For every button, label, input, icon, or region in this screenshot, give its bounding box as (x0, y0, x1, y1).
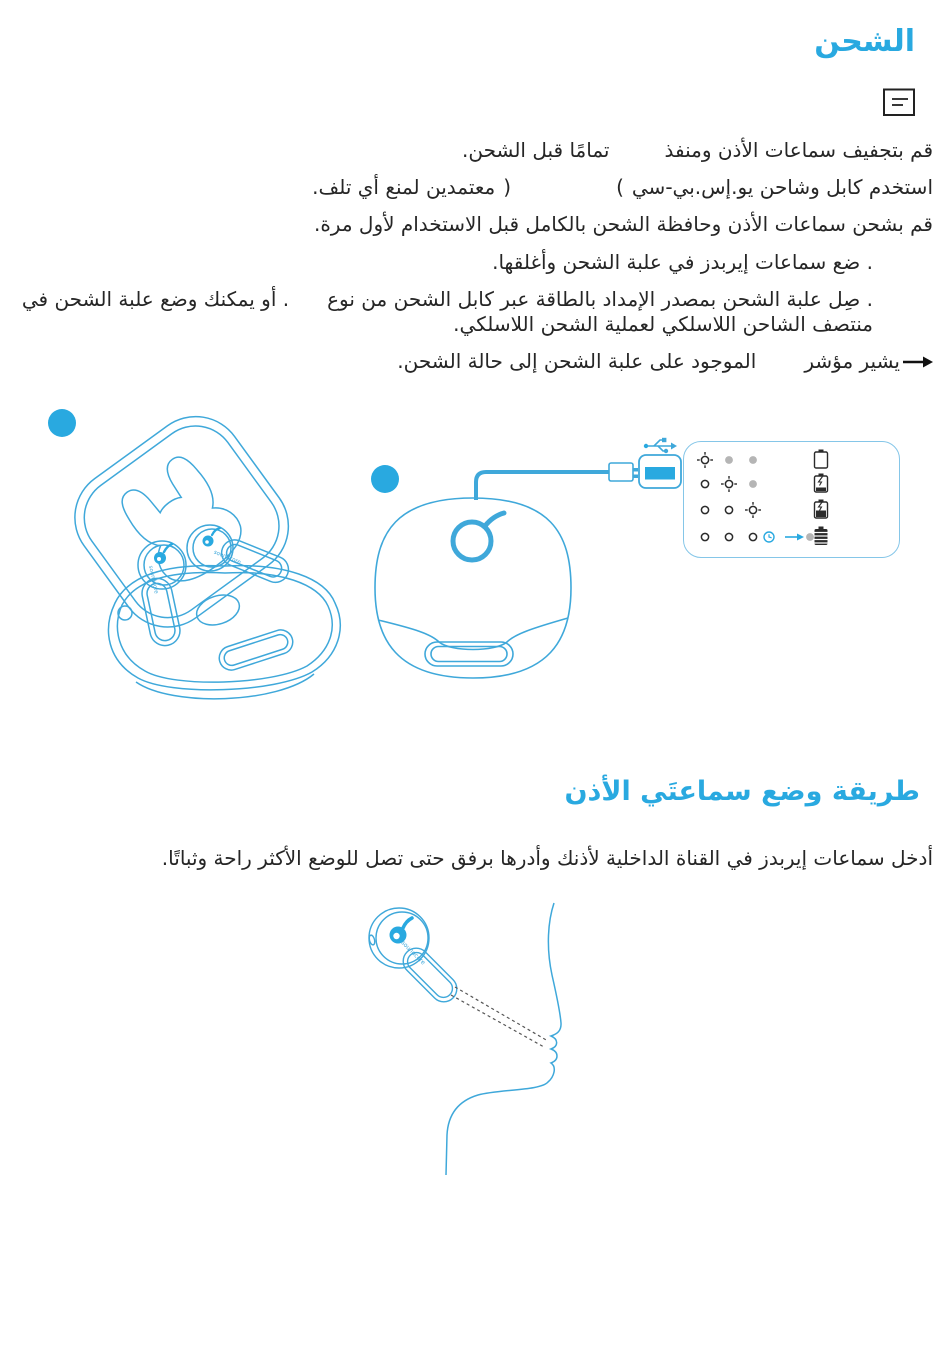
step-2-text-a: . صِل علبة الشحن بمصدر الإمداد بالطاقة عبر كابل الشحن من نوع (327, 287, 873, 311)
p1-text-a: قم بتجفيف سماعات الأذن ومنفذ (664, 138, 933, 162)
paragraph-line-1 (462, 137, 933, 163)
p2-text-b: معتمدين لمنع أي تلف. (312, 175, 496, 199)
led-status-chart (685, 442, 899, 556)
earbud-brand-label: soundcore (212, 549, 242, 566)
step-1-text: . ضع سماعات إيربدز في علبة الشحن وأغلقها. (492, 250, 873, 274)
usb-icon (644, 438, 677, 453)
missing-word-gap (756, 367, 804, 368)
wearing-illustration (330, 895, 580, 1180)
led-note-text-a: يشير مؤشر (804, 349, 900, 373)
led-note-text-b: الموجود على علبة الشحن إلى حالة الشحن. (397, 349, 757, 373)
paragraph-line-2 (312, 174, 933, 200)
usb-cable (476, 472, 609, 500)
step-2-text-c: منتصف الشاحن اللاسلكي لعملية الشحن اللاسلكي. (453, 312, 873, 336)
wearing-instruction (162, 845, 933, 871)
p2-text-a: استخدم كابل وشاحن يو.إس.بي-سي (631, 175, 933, 199)
earbud-brand-label: soundcore (399, 939, 427, 967)
earbud-brand-label: soundcore (147, 565, 159, 595)
space (624, 193, 632, 194)
charging-case-illustration (365, 428, 685, 688)
paragraph-line-3 (314, 211, 933, 237)
page-title: الشحن (814, 24, 915, 59)
missing-word-gap (511, 193, 616, 194)
wearing-section-title: طريقة وضع سماعتَي الأذن (564, 776, 920, 807)
arrow-right-icon (903, 355, 933, 369)
p1-text-b: تمامًا قبل الشحن. (462, 138, 610, 162)
step-2 (22, 286, 873, 312)
missing-word-gap (609, 156, 664, 157)
step-2-text-b: . أو يمكنك وضع علبة الشحن في (21, 287, 290, 311)
wearing-instruction-text: أدخل سماعات إيربدز في القناة الداخلية لأذنك وأدرها برفق حتى تصل للوضع الأكثر راحة وثباتًا. (161, 846, 933, 870)
step-1 (492, 249, 873, 275)
missing-word-gap (289, 305, 327, 306)
open-case-illustration (50, 398, 350, 708)
p3-text: قم بشحن سماعات الأذن وحافظة الشحن بالكامل قبل الاستخدام لأول مرة. (313, 212, 933, 236)
led-status-note (397, 348, 933, 374)
step-2-continued (453, 311, 873, 337)
open-paren: ( (616, 175, 624, 199)
led-indicator-panel (683, 441, 900, 558)
close-paren: ) (503, 175, 512, 199)
note-icon (882, 88, 916, 117)
space (495, 193, 503, 194)
